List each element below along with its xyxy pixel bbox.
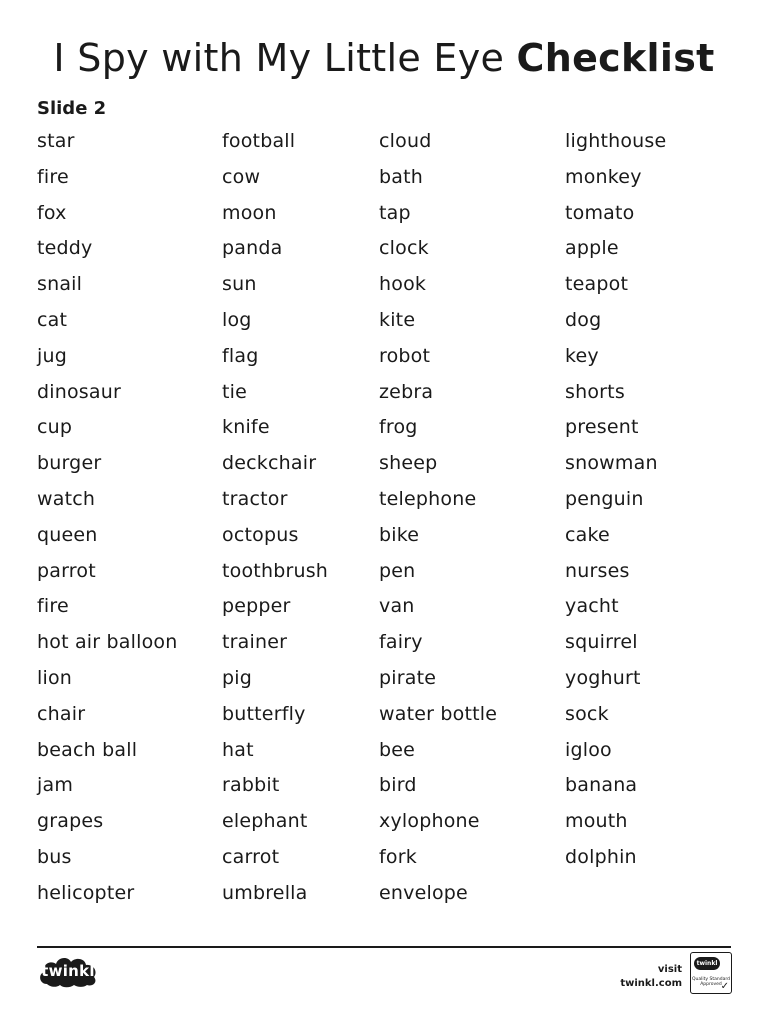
checklist-word: bird (379, 774, 417, 797)
checklist-word: tomato (565, 201, 635, 224)
checklist-word: bath (379, 165, 423, 188)
checklist-word: igloo (565, 738, 612, 761)
checklist-word: nurses (565, 559, 630, 582)
title-regular: I Spy with My Little Eye (53, 36, 517, 80)
slide-label: Slide 2 (37, 98, 107, 119)
checklist-word: van (379, 595, 415, 618)
checklist-word: cake (565, 523, 610, 546)
checklist-word: hat (222, 738, 254, 761)
quality-badge (690, 952, 732, 994)
word-column-2 (222, 124, 328, 912)
check-icon: ✓ (720, 981, 729, 992)
checklist-word: penguin (565, 487, 644, 510)
checklist-word: snail (37, 273, 83, 296)
checklist-word: cup (37, 416, 73, 439)
badge-logo: twinkl (694, 957, 720, 970)
checklist-word: hot air balloon (37, 631, 178, 654)
word-column-1 (37, 124, 177, 912)
checklist-word: mouth (565, 810, 628, 833)
checklist-word: jam (37, 774, 74, 797)
checklist-word: cloud (379, 130, 432, 152)
checklist-word: sun (222, 273, 257, 296)
checklist-word: grapes (37, 810, 104, 833)
checklist-word: monkey (565, 165, 642, 188)
checklist-word: cat (37, 308, 68, 331)
checklist-word: butterfly (222, 702, 306, 725)
checklist-word: lion (37, 666, 73, 689)
checklist-word: envelope (379, 881, 468, 904)
checklist-word: clock (379, 237, 429, 260)
checklist-word: fox (37, 201, 67, 224)
checklist-word: bee (379, 738, 416, 761)
checklist-word: helicopter (37, 881, 135, 904)
checklist-word: xylophone (379, 810, 480, 833)
checklist-word: parrot (37, 559, 96, 582)
twinkl-logo (37, 954, 99, 988)
checklist-word: pepper (222, 595, 291, 618)
checklist-word: queen (37, 523, 98, 546)
checklist-word: watch (37, 487, 96, 510)
checklist-word: log (222, 308, 252, 331)
badge-caption: Quality Standard Approved (692, 977, 730, 987)
checklist-word: key (565, 344, 599, 367)
checklist-word: chair (37, 702, 86, 725)
checklist-word: apple (565, 237, 619, 260)
checklist-word: elephant (222, 810, 308, 833)
checklist-word: sock (565, 702, 609, 725)
checklist-word: teapot (565, 273, 629, 296)
checklist-word: pig (222, 666, 252, 689)
checklist-word: tractor (222, 487, 288, 510)
checklist-word: star (37, 130, 75, 152)
checklist-word: telephone (379, 487, 477, 510)
logo-text: twinkl (41, 962, 95, 980)
checklist-word: sheep (379, 452, 438, 475)
checklist-word: squirrel (565, 631, 638, 654)
checklist-word: yacht (565, 595, 619, 618)
checklist-word: frog (379, 416, 418, 439)
checklist-word: fire (37, 165, 69, 188)
checklist-word: pen (379, 559, 416, 582)
checklist-word: toothbrush (222, 559, 329, 582)
checklist-word: cow (222, 165, 261, 188)
checklist-word: teddy (37, 237, 93, 260)
checklist-word: football (222, 130, 296, 152)
checklist-word: beach ball (37, 738, 138, 761)
checklist-word: fire (37, 595, 69, 618)
checklist-word: deckchair (222, 452, 317, 475)
checklist-word: dolphin (565, 845, 637, 868)
checklist-word: present (565, 416, 639, 439)
checklist-word: snowman (565, 452, 658, 475)
checklist-word: knife (222, 416, 270, 439)
checklist-word: dog (565, 308, 602, 331)
checklist-word: fork (379, 845, 417, 868)
checklist-word: carrot (222, 845, 280, 868)
checklist-word: burger (37, 452, 102, 475)
checklist-word: flag (222, 344, 259, 367)
checklist-word: octopus (222, 523, 299, 546)
checklist-word: lighthouse (565, 130, 667, 152)
checklist-word: tap (379, 201, 411, 224)
checklist-word: bike (379, 523, 420, 546)
visit-link[interactable]: visit twinkl.com (620, 964, 682, 989)
checklist-word: bus (37, 845, 72, 868)
checklist-word: tie (222, 380, 248, 403)
checklist-word: jug (37, 344, 67, 367)
checklist-word: rabbit (222, 774, 280, 797)
footer-divider (37, 946, 731, 948)
title-bold: Checklist (516, 36, 715, 80)
checklist-word: hook (379, 273, 427, 296)
checklist-word: shorts (565, 380, 625, 403)
checklist-word: fairy (379, 631, 423, 654)
checklist-word: panda (222, 237, 283, 260)
word-column-4 (565, 124, 666, 876)
checklist-word: yoghurt (565, 666, 641, 689)
word-column-3 (379, 124, 497, 912)
page-title (0, 34, 768, 82)
checklist-word: umbrella (222, 881, 308, 904)
checklist-word: water bottle (379, 702, 498, 725)
checklist-word: banana (565, 774, 638, 797)
checklist-word: trainer (222, 631, 288, 654)
checklist-word: robot (379, 344, 431, 367)
checklist-word: moon (222, 201, 277, 224)
checklist-word: kite (379, 308, 416, 331)
checklist-word: dinosaur (37, 380, 122, 403)
checklist-word: pirate (379, 666, 437, 689)
checklist-word: zebra (379, 380, 434, 403)
